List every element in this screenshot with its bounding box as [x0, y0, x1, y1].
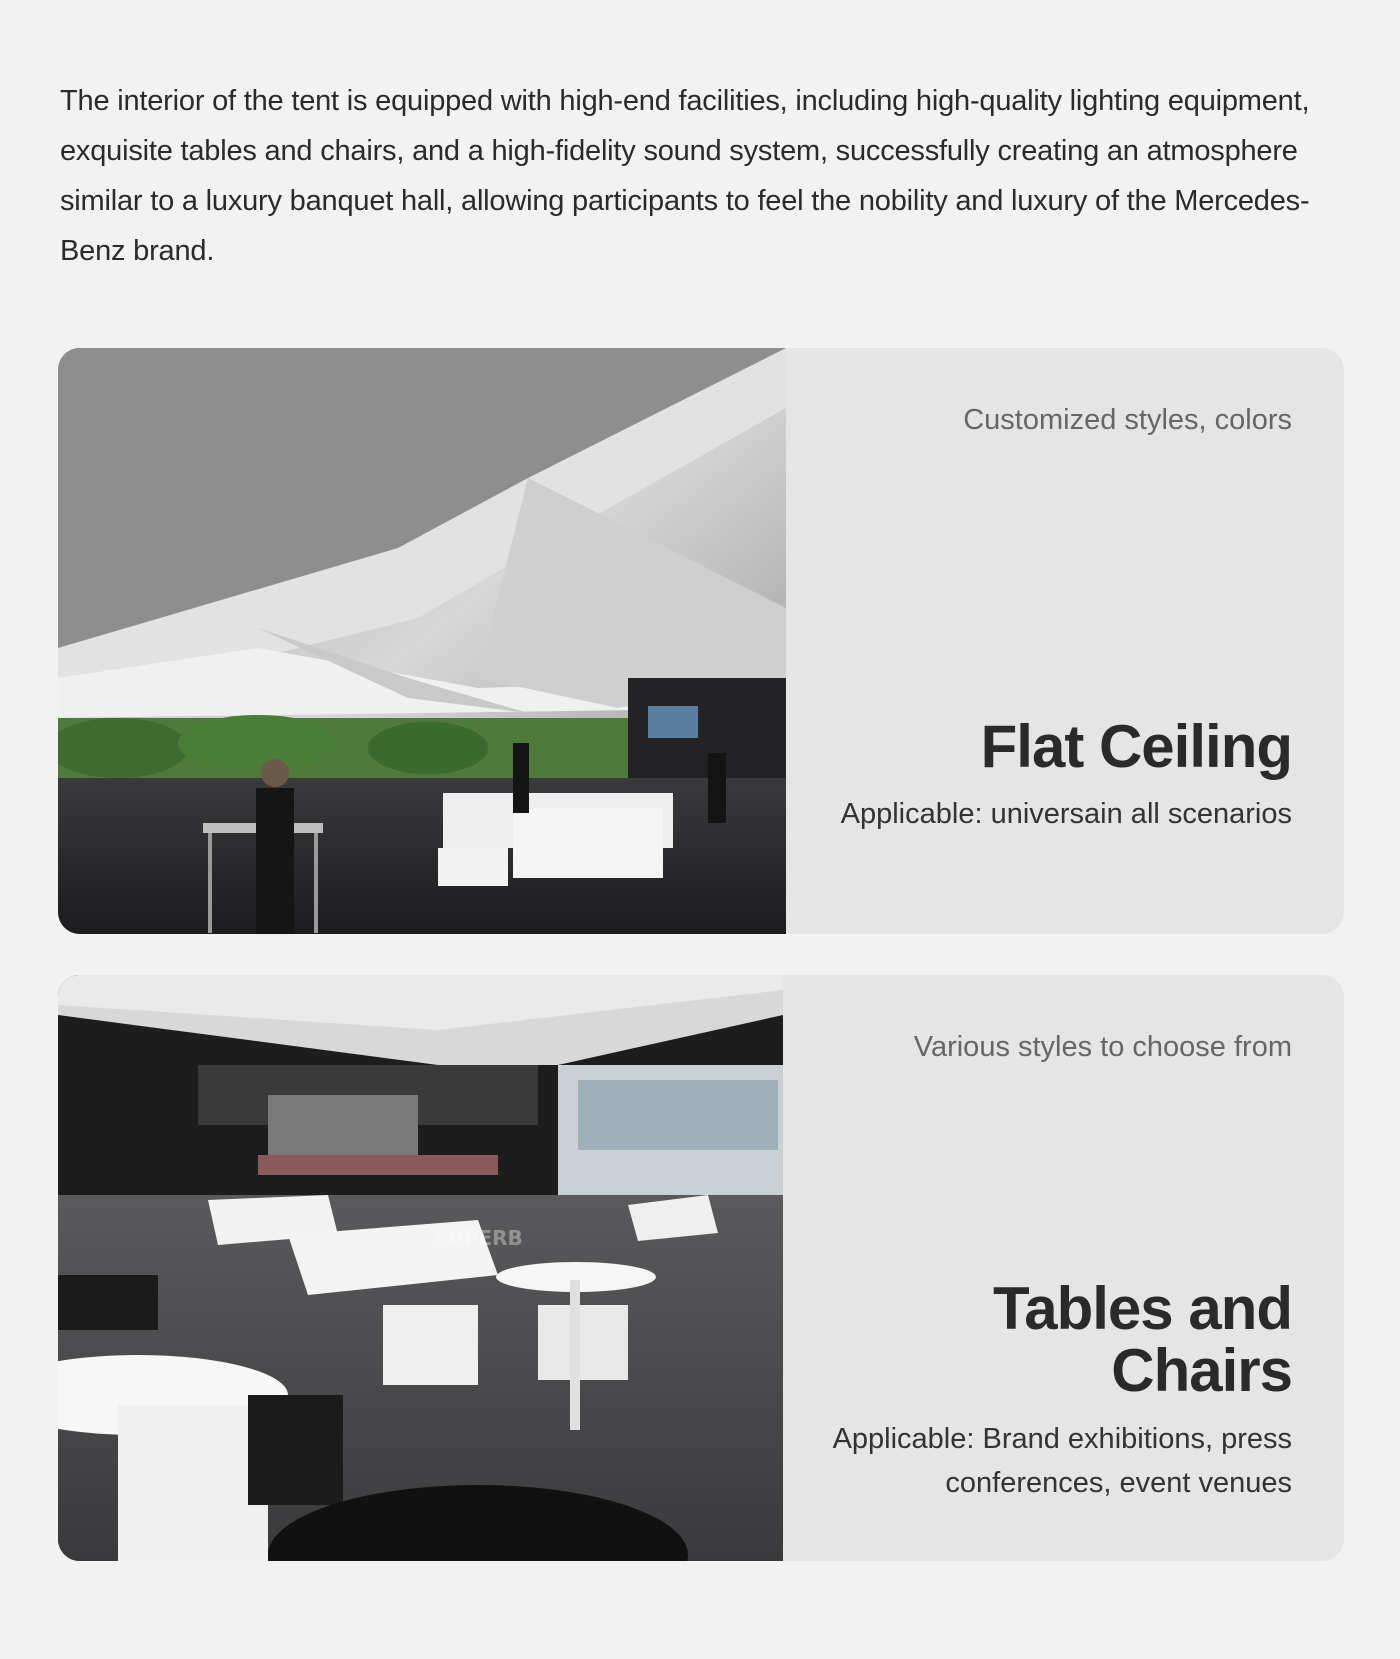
card-tagline: Various styles to choose from: [913, 1031, 1292, 1063]
card-text-block: [812, 975, 1292, 1561]
intro-paragraph: The interior of the tent is equipped with high-end facilities, including high-quality lighting equipment, exquisite tables and chairs, and a high-fidelity sound system, successfully creating an atmosphere similar to a luxury banquet hall, allowing participants to feel the nobility and luxury of the Mercedes-Benz brand.: [60, 85, 1310, 267]
feature-card-tables-and-chairs: [58, 975, 1344, 1561]
card-description: Applicable: universain all scenarios: [840, 798, 1292, 830]
card-title: Tables and Chairs: [993, 1275, 1292, 1404]
card-tagline: Customized styles, colors: [963, 404, 1292, 436]
superb-watermark-text: SUPERB: [433, 1226, 523, 1250]
card-text-block: [812, 348, 1292, 934]
lounge-furniture-photo: [58, 975, 783, 1561]
feature-card-flat-ceiling: [58, 348, 1344, 934]
card-title: Flat Ceiling: [980, 713, 1292, 780]
card-description: Applicable: Brand exhibitions, press conferences, event venues: [832, 1423, 1292, 1499]
tent-interior-photo: [58, 348, 786, 934]
